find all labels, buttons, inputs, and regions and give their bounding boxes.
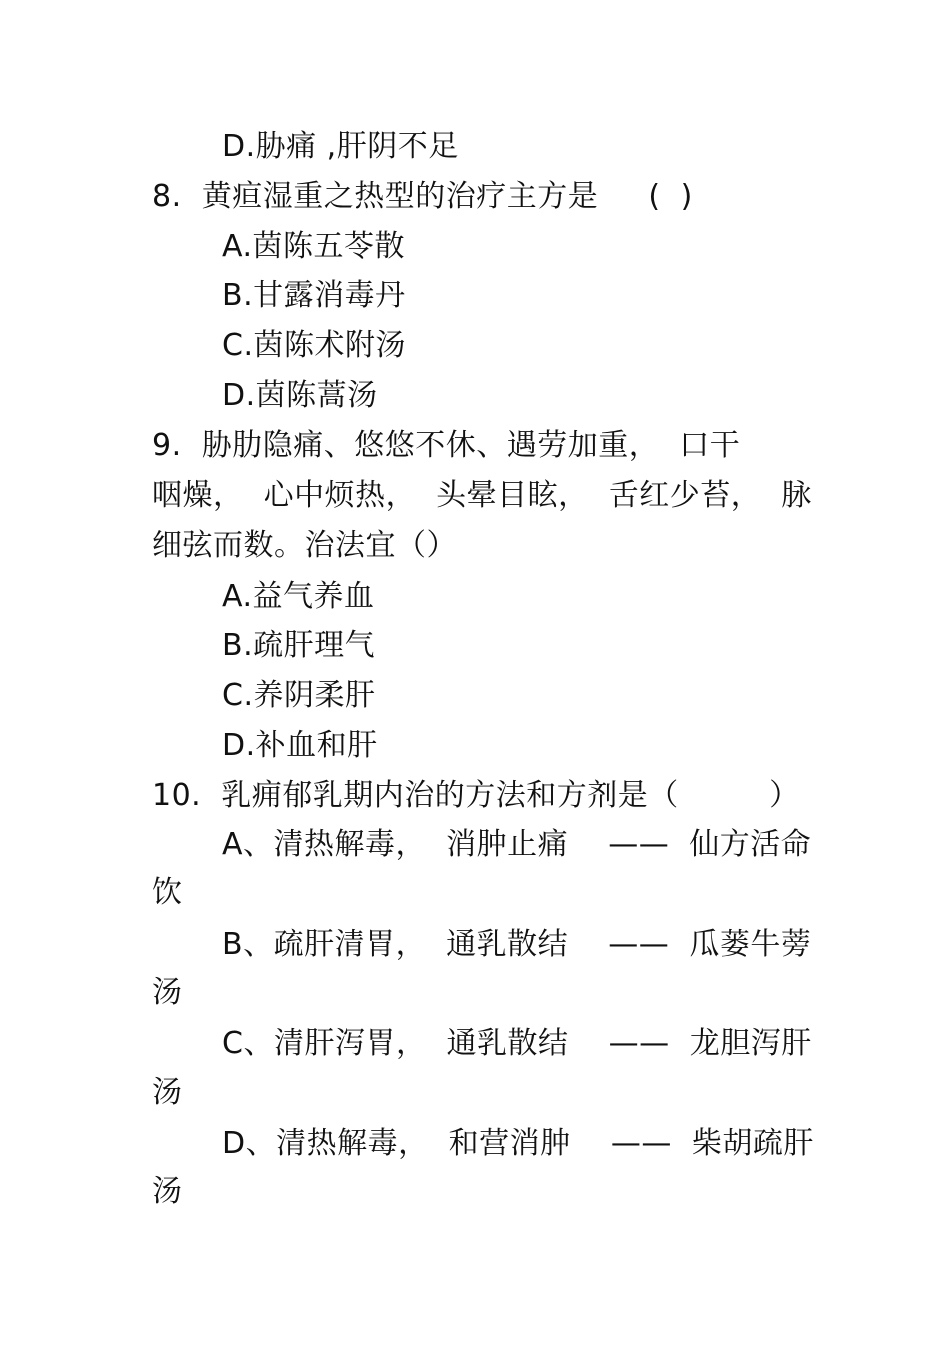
q8-option-a: A.茵陈五苓散	[222, 229, 406, 264]
q9-question-line-2: 咽燥， 心中烦热， 头晕目眩， 舌红少苔， 脉	[152, 478, 812, 513]
q9-question-line-3: 细弦而数。治法宜（）	[152, 528, 457, 563]
q9-option-b: B.疏肝理气	[222, 628, 376, 663]
q10-option-a-cont: 饮	[152, 875, 183, 910]
q9-option-c: C.养阴柔肝	[222, 678, 376, 713]
q10-option-b-cont: 汤	[152, 975, 183, 1010]
q10-option-a: A、清热解毒， 消肿止痛 —— 仙方活命	[222, 827, 812, 862]
q9-option-d: D.补血和肝	[222, 728, 378, 763]
q10-option-c-cont: 汤	[152, 1075, 183, 1110]
q10-question: 10. 乳痈郁乳期内治的方法和方剂是（ ）	[152, 778, 800, 813]
q8-option-b: B.甘露消毒丹	[222, 278, 406, 313]
q8-option-d: D.茵陈蒿汤	[222, 378, 378, 413]
q7-option-d: D.胁痛 ,肝阴不足	[222, 129, 459, 164]
q10-option-d: D、清热解毒， 和营消肿 —— 柴胡疏肝	[222, 1126, 814, 1161]
q9-question-line-1: 9. 胁肋隐痛、悠悠不休、遇劳加重， 口干	[152, 428, 741, 463]
q9-option-a: A.益气养血	[222, 579, 375, 614]
q8-option-c: C.茵陈术附汤	[222, 328, 406, 363]
q10-option-d-cont: 汤	[152, 1174, 183, 1209]
q10-option-c: C、清肝泻胃， 通乳散结 —— 龙胆泻肝	[222, 1026, 812, 1061]
q8-question: 8. 黄疸湿重之热型的治疗主方是 ( )	[152, 179, 693, 214]
q10-option-b: B、疏肝清胃， 通乳散结 —— 瓜蒌牛蒡	[222, 927, 812, 962]
